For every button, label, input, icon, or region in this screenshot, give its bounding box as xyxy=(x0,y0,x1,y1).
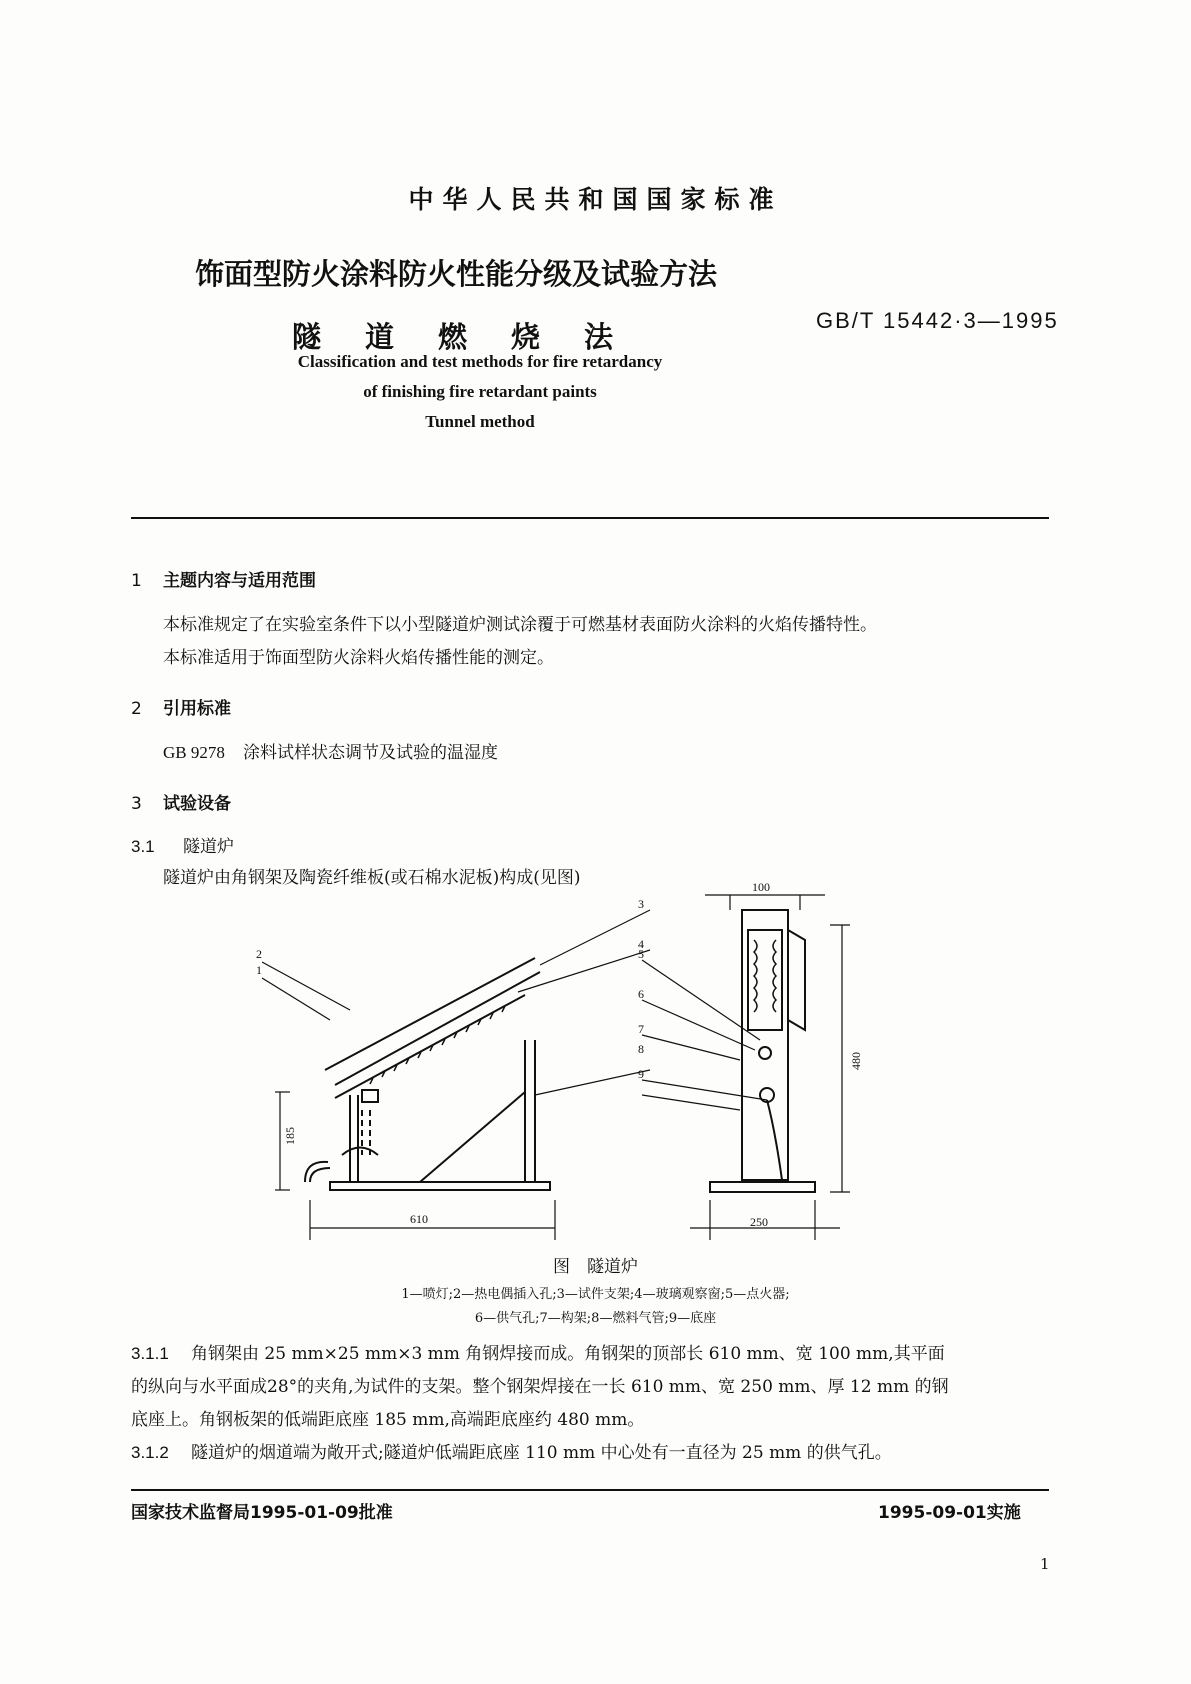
section-title: 试验设备 xyxy=(163,794,231,814)
figure-legend-line2: 6—供气孔;7—构架;8—燃料气管;9—底座 xyxy=(474,1311,717,1326)
dimension-250: 250 xyxy=(750,1215,768,1229)
section-title: 主题内容与适用范围 xyxy=(163,571,316,591)
title-en-line1: Classification and test methods for fire retardancy xyxy=(297,352,663,371)
subsection-title: 隧道炉 xyxy=(183,837,234,857)
reference-title: 涂料试样状态调节及试验的温湿度 xyxy=(243,743,498,763)
figure-label: 9 xyxy=(638,1067,644,1081)
paragraph-text: 的纵向与水平面成28°的夹角,为试件的支架。整个钢架焊接在一长 610 mm、宽 250 mm、厚 12 mm 的钢 xyxy=(131,1377,949,1397)
subsection-number: 3.1.2 xyxy=(131,1443,169,1462)
section-number: 1 xyxy=(131,571,142,591)
figure-label: 2 xyxy=(256,947,262,961)
section-number: 3 xyxy=(131,794,142,814)
paragraph: 本标准规定了在实验室条件下以小型隧道炉测试涂覆于可燃基材表面防火涂料的火焰传播特性。 xyxy=(163,615,877,635)
paragraph-text: 底座上。角钢板架的低端距底座 185 mm,高端距底座约 480 mm。 xyxy=(131,1410,645,1430)
national-standard-heading: 中华人民共和国国家标准 xyxy=(408,185,783,214)
section-1-heading xyxy=(131,566,316,591)
dimension-100: 100 xyxy=(752,880,770,894)
implementation-date: 1995-09-01实施 xyxy=(878,1503,1021,1523)
paragraph-text: 隧道炉的烟道端为敞开式;隧道炉低端距底座 110 mm 中心处有一直径为 25 mm 的供气孔。 xyxy=(191,1443,892,1463)
title-cn-line2: 隧道燃烧法 xyxy=(292,320,658,354)
subsection-3-1-heading xyxy=(131,832,234,862)
figure-legend-line1: 1—喷灯;2—热电偶插入孔;3—试件支架;4—玻璃观察窗;5—点火器; xyxy=(401,1287,790,1302)
base-plate xyxy=(330,1182,550,1190)
section-number: 2 xyxy=(131,699,142,719)
figure-label: 1 xyxy=(256,963,262,977)
paragraph-3-1-1 xyxy=(131,1339,945,1369)
figure-label: 5 xyxy=(638,947,644,961)
title-en-line2: of finishing fire retardant paints xyxy=(363,382,597,401)
figure-label: 3 xyxy=(638,897,644,911)
reference-entry xyxy=(163,738,498,768)
paragraph: 本标准适用于饰面型防火涂料火焰传播性能的测定。 xyxy=(163,648,554,668)
approval-date: 国家技术监督局1995-01-09批准 xyxy=(131,1503,393,1523)
figure-label: 8 xyxy=(638,1042,644,1056)
tunnel-furnace-figure xyxy=(256,880,1030,1240)
figure-label: 6 xyxy=(638,987,644,1001)
section-2-heading xyxy=(131,694,231,719)
figure-caption: 图 隧道炉 xyxy=(553,1257,638,1277)
title-cn-line1: 饰面型防火涂料防火性能分级及试验方法 xyxy=(195,257,718,291)
header-divider xyxy=(131,517,1049,519)
title-en-line3: Tunnel method xyxy=(425,412,535,431)
figure-label: 7 xyxy=(638,1022,644,1036)
paragraph: 隧道炉由角钢架及陶瓷纤维板(或石棉水泥板)构成(见图) xyxy=(163,868,581,888)
dimension-610: 610 xyxy=(410,1212,428,1226)
subsection-number: 3.1.1 xyxy=(131,1344,169,1363)
footer-divider xyxy=(131,1489,1049,1491)
reference-code: GB 9278 xyxy=(163,743,225,762)
paragraph-text: 角钢架由 25 mm×25 mm×3 mm 角钢焊接而成。角钢架的顶部长 610 mm、宽 100 mm,其平面 xyxy=(191,1344,945,1364)
section-3-heading xyxy=(131,789,231,814)
standard-number: GB/T 15442·3—1995 xyxy=(816,308,1059,333)
subsection-number: 3.1 xyxy=(131,837,155,856)
figure-label: 4 xyxy=(638,937,644,951)
paragraph-3-1-2 xyxy=(131,1438,892,1468)
section-title: 引用标准 xyxy=(163,699,231,719)
dimension-185: 185 xyxy=(283,1127,297,1145)
page-number: 1 xyxy=(1040,1555,1050,1573)
dimension-480: 480 xyxy=(849,1052,863,1070)
